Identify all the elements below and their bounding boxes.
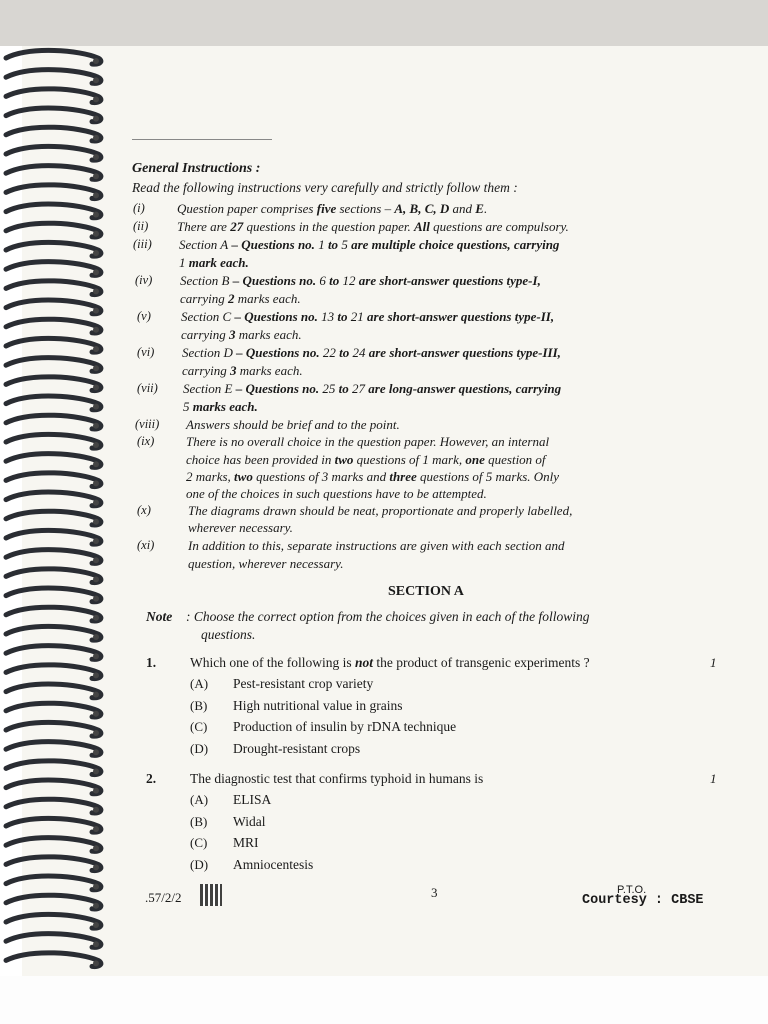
option-text: Pest-resistant crop variety [233,676,374,691]
spiral-coil [6,838,101,852]
question-number: 2. [146,771,157,786]
section-heading: SECTION A [388,584,464,599]
spiral-binding [0,46,112,976]
binding-hole [93,692,99,698]
spiral-coil [6,415,101,429]
instruction-number: (i) [133,201,145,215]
pto-label: P.T.O. [617,884,647,896]
binding-hole [93,192,99,198]
spiral-coil [6,550,101,564]
binding-hole [93,557,99,563]
instruction-line: There are 27 questions in the question paper. All questions are compulsory. [177,219,569,234]
binding-hole [93,327,99,333]
binding-hole [93,749,99,755]
instruction-number: (viii) [135,417,160,431]
spiral-coil [6,242,101,256]
instruction-line: wherever necessary. [188,520,293,535]
binding-hole [93,480,99,486]
instruction-line: Section D – Questions no. 22 to 24 are short-answer questions type-III, [182,345,561,360]
spiral-coil [6,665,101,679]
question-marks: 1 [710,771,717,786]
binding-hole [93,250,99,256]
binding-hole [93,500,99,506]
spiral-coil [6,473,101,487]
option-label: (D) [190,856,209,872]
instructions-lead: Read the following instructions very carefully and strictly follow them : [132,180,518,195]
spiral-coil [6,396,101,410]
instruction-line: Section E – Questions no. 25 to 27 are long-answer questions, carrying [183,381,562,396]
binding-hole [93,288,99,294]
spiral-coil [6,569,101,583]
binding-hole [93,135,99,141]
instruction-line: There is no overall choice in the question paper. However, an internal [186,434,550,449]
binding-hole [93,231,99,237]
spiral-coil [6,358,101,372]
binding-hole [93,653,99,659]
spiral-coil [6,895,101,909]
spiral-coil [6,742,101,756]
instruction-number: (ii) [133,219,149,233]
instruction-line: Answers should be brief and to the point. [186,417,400,432]
question-marks: 1 [710,655,717,670]
binding-hole [93,826,99,832]
binding-hole [93,96,99,102]
binding-hole [93,154,99,160]
binding-hole [93,903,99,909]
binding-hole [93,384,99,390]
binding-hole [93,365,99,371]
binding-hole [93,711,99,717]
instruction-line: In addition to this, separate instructions are given with each section and [188,538,565,553]
binding-hole [93,634,99,640]
binding-hole [93,884,99,890]
option-text: MRI [233,835,259,850]
spiral-coil [6,300,101,314]
binding-hole [93,519,99,525]
instruction-line: 5 marks each. [183,399,258,414]
question-text: Which one of the following is not the product of transgenic experiments ? [190,655,590,670]
courtesy-label: Courtesy : CBSE [582,893,704,908]
instruction-line: 2 marks, two questions of 3 marks and three questions of 5 marks. Only [186,469,560,484]
spiral-coil [6,914,101,928]
spiral-coil [6,818,101,832]
spiral-coil [6,146,101,160]
spiral-coil [6,262,101,276]
note-line-2: questions. [201,627,256,642]
spiral-coil [6,434,101,448]
instruction-line: question, wherever necessary. [188,556,344,571]
binding-hole [93,77,99,83]
note-label: Note [146,609,173,624]
instruction-line: Section B – Questions no. 6 to 12 are short-answer questions type-I, [180,273,541,288]
paper-code: .57/2/2 [145,890,182,905]
spiral-coil [6,50,101,64]
spiral-coil [6,89,101,103]
note-line-1: : Choose the correct option from the choices given in each of the following [186,609,590,624]
spiral-coil [6,626,101,640]
binding-hole [93,615,99,621]
spiral-coil [6,607,101,621]
option-label: (A) [190,676,209,691]
instruction-number: (iv) [135,273,153,287]
binding-hole [93,960,99,966]
option-label: (B) [190,813,208,829]
option-text: ELISA [233,792,272,807]
spiral-coil [6,127,101,141]
option-text: Production of insulin by rDNA technique [233,719,457,734]
spiral-coil [6,108,101,122]
spiral-coil [6,166,101,180]
binding-hole [93,423,99,429]
binding-hole [93,269,99,275]
spiral-coil [6,799,101,813]
page-number: 3 [431,885,438,900]
spiral-coil [6,876,101,890]
binding-hole [93,941,99,947]
binding-hole [93,922,99,928]
binding-hole [93,116,99,122]
binding-hole [93,845,99,851]
spiral-coil [6,530,101,544]
spiral-coil [6,511,101,525]
binding-hole [93,768,99,774]
header-rule [132,139,272,140]
instruction-line: The diagrams drawn should be neat, proportionate and properly labelled, [188,503,573,518]
spiral-coil [6,377,101,391]
spiral-coil [6,70,101,84]
option-text: Drought-resistant crops [233,740,361,756]
binding-hole [93,807,99,813]
instruction-number: (xi) [137,538,155,552]
spiral-coil [6,953,101,967]
spiral-coil [6,338,101,352]
instruction-number: (vii) [137,381,158,395]
binding-hole [93,173,99,179]
qr-code-icon [200,884,222,906]
spiral-coil [6,588,101,602]
question-number: 1. [146,655,157,670]
binding-hole [93,538,99,544]
binding-hole [93,730,99,736]
binding-hole [93,404,99,410]
binding-hole [93,58,99,64]
binding-hole [93,461,99,467]
instructions-title: General Instructions : [132,161,261,176]
spiral-coil [6,223,101,237]
option-label: (B) [190,697,208,713]
instruction-line: 1 mark each. [179,255,249,270]
option-text: High nutritional value in grains [233,697,403,713]
background-top [0,0,768,46]
spiral-coil [6,684,101,698]
instruction-number: (vi) [137,345,155,359]
spiral-coil [6,780,101,794]
binding-hole [93,864,99,870]
instruction-number: (ix) [137,434,155,448]
instruction-number: (v) [137,309,151,323]
binding-hole [93,346,99,352]
spiral-coil [6,761,101,775]
binding-hole [93,672,99,678]
instruction-line: one of the choices in such questions have to be attempted. [186,486,487,501]
option-label: (C) [190,835,208,850]
option-label: (D) [190,740,209,756]
instruction-line: carrying 3 marks each. [181,327,302,342]
spiral-coil [6,204,101,218]
spiral-coil [6,703,101,717]
spiral-coil [6,722,101,736]
instruction-line: Question paper comprises five sections – A, B, C, D and E. [177,201,488,216]
spiral-coil [6,319,101,333]
instruction-line: Section C – Questions no. 13 to 21 are short-answer questions type-II, [181,309,555,324]
spiral-coil [6,281,101,295]
instruction-number: (iii) [133,237,152,251]
question-text: The diagnostic test that confirms typhoid in humans is [190,771,484,786]
option-text: Amniocentesis [233,856,314,872]
background-bottom [0,976,768,1024]
spiral-coil [6,454,101,468]
instruction-line: Section A – Questions no. 1 to 5 are multiple choice questions, carrying [179,237,560,252]
instruction-number: (x) [137,503,151,517]
binding-hole [93,596,99,602]
spiral-coil [6,934,101,948]
option-label: (C) [190,719,208,734]
binding-hole [93,442,99,448]
binding-hole [93,308,99,314]
instruction-line: carrying 3 marks each. [182,363,303,378]
binding-hole [93,788,99,794]
instruction-line: carrying 2 marks each. [180,291,301,306]
spiral-coil [6,492,101,506]
spiral-coil [6,185,101,199]
binding-hole [93,212,99,218]
option-label: (A) [190,792,209,807]
instruction-line: choice has been provided in two questions of 1 mark, one question of [186,452,546,467]
spiral-coil [6,646,101,660]
binding-hole [93,576,99,582]
spiral-coil [6,857,101,871]
option-text: Widal [233,813,266,829]
